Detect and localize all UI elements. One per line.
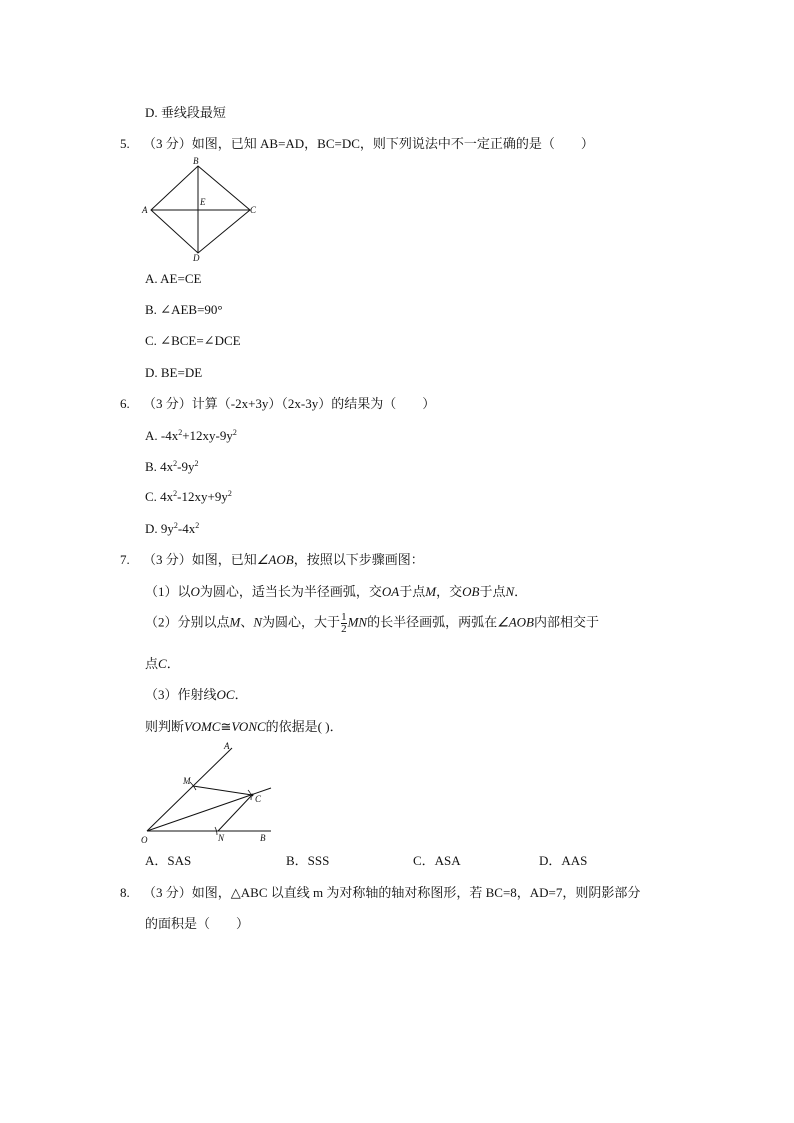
q7-step-2-cont: 点C． — [145, 656, 180, 671]
q7-label-m: M — [183, 776, 191, 786]
q5-label-c: C — [250, 205, 257, 215]
q5-label-a: A — [142, 205, 148, 215]
q5-label-b: B — [193, 156, 199, 166]
q5-option-b: B. ∠AEB=90° — [145, 302, 223, 317]
q7-stem: （3 分）如图，已知∠AOB，按照以下步骤画图： — [143, 552, 424, 567]
q5-option-a: A. AE=CE — [145, 271, 202, 286]
q6-option-a: A. $-4x^2+12xy-9y^2$ — [145, 428, 237, 443]
q7-option-b: B．SSS — [286, 853, 330, 868]
q6-score: （3 分） — [143, 396, 192, 411]
q6-option-d: D. $9y^2-4x^2$ — [145, 521, 200, 536]
q7-step-1: （1）以O为圆心，适当长为半径画弧，交OA于点M，交OB于点N． — [145, 584, 528, 599]
q6-option-c: C. $4x^2-12xy+9y^2$ — [145, 489, 232, 504]
q7-option-d: D．AAS — [539, 853, 588, 868]
q5-stem-text: 如图，已知 AB=AD，BC=DC，则下列说法中不一定正确的是（ ） — [191, 136, 594, 151]
q8-number: 8. — [120, 885, 130, 900]
q7-label-o: O — [141, 835, 148, 845]
q8-stem-line-2: 的面积是（ ） — [145, 916, 250, 931]
q6-stem-text: 计算（-2x+3y）（2x-3y）的结果为（ ） — [191, 396, 436, 411]
q7-step-2: （2）分别以点M、N为圆心，大于 $\frac{1}{2}$ MN的长半径画弧，两弧在∠AOB内部相交于 — [145, 611, 600, 635]
q4-option-d: D. 垂线段最短 — [145, 105, 226, 120]
q7-label-b: B — [260, 833, 266, 843]
q5-number: 5. — [120, 136, 130, 151]
q6-stem — [143, 395, 435, 412]
q5-option-c: C. ∠BCE=∠DCE — [145, 333, 241, 348]
q7-number: 7. — [120, 552, 130, 567]
q5-rhombus-figure — [138, 155, 268, 265]
q7-option-c: C．ASA — [413, 853, 461, 868]
q5-score: （3 分） — [143, 136, 192, 151]
one-half-fraction: $\frac{1}{2}$ — [341, 611, 347, 635]
q6-option-b: B. $4x^2-9y^2$ — [145, 459, 199, 474]
q5-stem — [143, 135, 594, 152]
q7-label-a: A — [224, 741, 230, 751]
q5-option-d: D. BE=DE — [145, 365, 203, 380]
q7-option-a: A．SAS — [145, 853, 192, 868]
q7-judge: 则判断VOMC≅VONC的依据是( )． — [145, 719, 343, 734]
q7-label-n: N — [218, 833, 225, 843]
q7-angle-figure — [138, 738, 278, 848]
q5-label-e: E — [200, 197, 206, 207]
q8-stem-line-1: （3 分）如图，△ABC 以直线 m 为对称轴的轴对称图形，若 BC=8，AD=7，则阴影部分 — [143, 885, 641, 900]
q6-number: 6. — [120, 396, 130, 411]
q7-label-c: C — [255, 794, 262, 804]
q5-label-d: D — [193, 253, 200, 263]
q7-step-3: （3）作射线OC． — [145, 687, 248, 702]
